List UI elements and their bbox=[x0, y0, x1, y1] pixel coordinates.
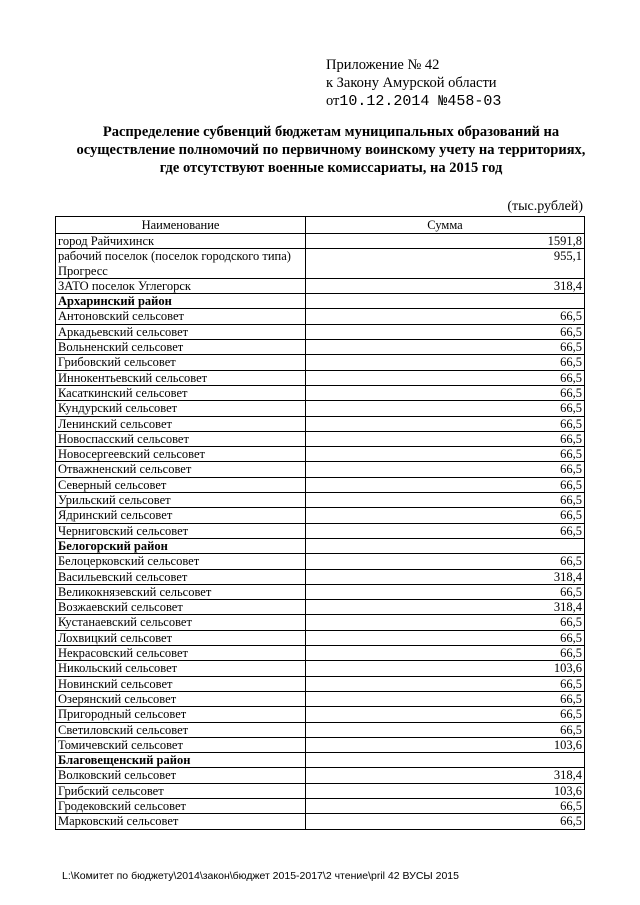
table-row bbox=[56, 707, 585, 722]
row-sum: 318,4 bbox=[306, 768, 585, 783]
row-name: рабочий поселок (поселок городского типа) Прогресс bbox=[56, 249, 306, 279]
table-row bbox=[56, 615, 585, 630]
row-sum: 66,5 bbox=[306, 707, 585, 722]
row-sum: 66,5 bbox=[306, 523, 585, 538]
row-sum: 66,5 bbox=[306, 447, 585, 462]
attachment-note bbox=[326, 56, 501, 111]
row-sum: 318,4 bbox=[306, 278, 585, 293]
table-row bbox=[56, 646, 585, 661]
row-name: Черниговский сельсовет bbox=[56, 523, 306, 538]
district-row bbox=[56, 753, 585, 768]
table-row bbox=[56, 661, 585, 676]
title-line-3: где отсутствуют военные комиссариаты, на 2015 год bbox=[159, 160, 503, 176]
table-row bbox=[56, 798, 585, 813]
district-row bbox=[56, 294, 585, 309]
row-sum: 66,5 bbox=[306, 554, 585, 569]
row-name: Благовещенский район bbox=[56, 753, 306, 768]
row-name: Кундурский сельсовет bbox=[56, 401, 306, 416]
row-sum: 103,6 bbox=[306, 737, 585, 752]
table-row bbox=[56, 278, 585, 293]
units-label: (тыс.рублей) bbox=[507, 199, 583, 214]
row-name: Белоцерковский сельсовет bbox=[56, 554, 306, 569]
row-sum: 66,5 bbox=[306, 416, 585, 431]
attachment-date-prefix: от bbox=[326, 93, 340, 109]
file-path-footer: L:\Комитет по бюджету\2014\закон\бюджет 2015-2017\2 чтение\pril 42 ВУСЫ 2015 bbox=[62, 870, 459, 882]
row-name: Грибовский сельсовет bbox=[56, 355, 306, 370]
row-sum: 66,5 bbox=[306, 676, 585, 691]
table-row bbox=[56, 462, 585, 477]
row-sum: 66,5 bbox=[306, 722, 585, 737]
district-row bbox=[56, 538, 585, 553]
row-name: Томичевский сельсовет bbox=[56, 737, 306, 752]
table-row bbox=[56, 737, 585, 752]
attachment-number: Приложение № 42 bbox=[326, 57, 440, 73]
row-sum: 66,5 bbox=[306, 477, 585, 492]
row-name: Новинский сельсовет bbox=[56, 676, 306, 691]
row-name: Северный сельсовет bbox=[56, 477, 306, 492]
table-row bbox=[56, 691, 585, 706]
header-name: Наименование bbox=[56, 217, 306, 234]
table-row bbox=[56, 676, 585, 691]
table-row bbox=[56, 249, 585, 279]
row-name: Урильский сельсовет bbox=[56, 493, 306, 508]
row-name: Никольский сельсовет bbox=[56, 661, 306, 676]
table-row bbox=[56, 477, 585, 492]
row-sum: 66,5 bbox=[306, 431, 585, 446]
row-sum: 103,6 bbox=[306, 783, 585, 798]
row-name: Аркадьевский сельсовет bbox=[56, 324, 306, 339]
row-name: Белогорский район bbox=[56, 538, 306, 553]
row-sum: 66,5 bbox=[306, 615, 585, 630]
table-row bbox=[56, 523, 585, 538]
table-row bbox=[56, 814, 585, 829]
table-row bbox=[56, 768, 585, 783]
table-body bbox=[56, 234, 585, 830]
table-row bbox=[56, 431, 585, 446]
row-name: Отважненский сельсовет bbox=[56, 462, 306, 477]
row-name: Великокнязевский сельсовет bbox=[56, 584, 306, 599]
row-sum: 66,5 bbox=[306, 691, 585, 706]
attachment-date-stamp: 10.12.2014 №458-03 bbox=[339, 93, 502, 110]
row-sum: 955,1 bbox=[306, 249, 585, 279]
row-name: Антоновский сельсовет bbox=[56, 309, 306, 324]
row-name: Ленинский сельсовет bbox=[56, 416, 306, 431]
table-row bbox=[56, 493, 585, 508]
row-name: Касаткинский сельсовет bbox=[56, 385, 306, 400]
row-sum: 66,5 bbox=[306, 385, 585, 400]
table-row bbox=[56, 401, 585, 416]
row-name: Некрасовский сельсовет bbox=[56, 646, 306, 661]
row-name: Светиловский сельсовет bbox=[56, 722, 306, 737]
table-row bbox=[56, 416, 585, 431]
row-sum: 66,5 bbox=[306, 508, 585, 523]
row-sum: 66,5 bbox=[306, 401, 585, 416]
row-sum: 66,5 bbox=[306, 340, 585, 355]
row-sum: 318,4 bbox=[306, 600, 585, 615]
row-name: Новоспасский сельсовет bbox=[56, 431, 306, 446]
table-row bbox=[56, 630, 585, 645]
row-name: Ядринский сельсовет bbox=[56, 508, 306, 523]
row-sum: 66,5 bbox=[306, 630, 585, 645]
subvention-table bbox=[55, 216, 585, 830]
row-name: Новосергеевский сельсовет bbox=[56, 447, 306, 462]
row-name: Волковский сельсовет bbox=[56, 768, 306, 783]
row-sum: 66,5 bbox=[306, 814, 585, 829]
table-row bbox=[56, 309, 585, 324]
table-row bbox=[56, 324, 585, 339]
table-row bbox=[56, 508, 585, 523]
row-name: Архаринский район bbox=[56, 294, 306, 309]
row-sum bbox=[306, 753, 585, 768]
table-row bbox=[56, 584, 585, 599]
row-name: Вольненский сельсовет bbox=[56, 340, 306, 355]
row-sum: 66,5 bbox=[306, 309, 585, 324]
row-sum: 66,5 bbox=[306, 584, 585, 599]
table-row bbox=[56, 447, 585, 462]
row-sum: 66,5 bbox=[306, 462, 585, 477]
table-row bbox=[56, 554, 585, 569]
row-name: Васильевский сельсовет bbox=[56, 569, 306, 584]
title-line-2: осуществление полномочий по первичному воинскому учету на территориях, bbox=[76, 142, 586, 158]
row-sum: 66,5 bbox=[306, 798, 585, 813]
row-name: Грибский сельсовет bbox=[56, 783, 306, 798]
table-row bbox=[56, 355, 585, 370]
document-title bbox=[40, 123, 622, 177]
row-name: ЗАТО поселок Углегорск bbox=[56, 278, 306, 293]
row-sum: 66,5 bbox=[306, 370, 585, 385]
row-sum: 318,4 bbox=[306, 569, 585, 584]
row-sum: 66,5 bbox=[306, 355, 585, 370]
table-row bbox=[56, 385, 585, 400]
table-row bbox=[56, 783, 585, 798]
row-name: город Райчихинск bbox=[56, 234, 306, 249]
attachment-date-line bbox=[326, 92, 501, 111]
table-header-row bbox=[56, 217, 585, 234]
row-sum: 103,6 bbox=[306, 661, 585, 676]
row-name: Возжаевский сельсовет bbox=[56, 600, 306, 615]
table-row bbox=[56, 340, 585, 355]
table-row bbox=[56, 722, 585, 737]
row-sum: 66,5 bbox=[306, 646, 585, 661]
title-line-1: Распределение субвенций бюджетам муниципальных образований на bbox=[102, 124, 560, 140]
row-name: Пригородный сельсовет bbox=[56, 707, 306, 722]
table-row bbox=[56, 600, 585, 615]
header-sum: Сумма bbox=[306, 217, 585, 234]
attachment-law: к Закону Амурской области bbox=[326, 75, 497, 91]
table-row bbox=[56, 569, 585, 584]
row-sum bbox=[306, 294, 585, 309]
table-row bbox=[56, 234, 585, 249]
row-name: Лохвицкий сельсовет bbox=[56, 630, 306, 645]
row-sum bbox=[306, 538, 585, 553]
row-name: Озерянский сельсовет bbox=[56, 691, 306, 706]
row-name: Кустанаевский сельсовет bbox=[56, 615, 306, 630]
row-sum: 66,5 bbox=[306, 324, 585, 339]
row-name: Гродековский сельсовет bbox=[56, 798, 306, 813]
table-row bbox=[56, 370, 585, 385]
row-name: Иннокентьевский сельсовет bbox=[56, 370, 306, 385]
row-name: Марковский сельсовет bbox=[56, 814, 306, 829]
row-sum: 66,5 bbox=[306, 493, 585, 508]
row-sum: 1591,8 bbox=[306, 234, 585, 249]
